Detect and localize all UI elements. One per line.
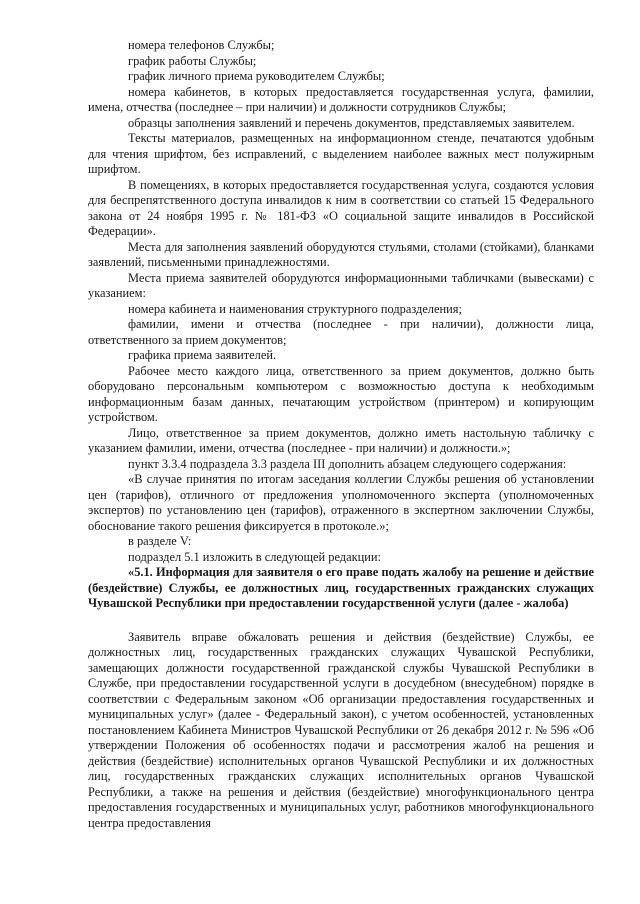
paragraph: образцы заполнения заявлений и перечень документов, представляемых заявителем.	[128, 115, 575, 130]
paragraph: график работы Службы;	[128, 53, 257, 68]
paragraph: В помещениях, в которых предоставляется государственная услуга, создаются условия для беспрепятственного доступа инвалидов к ним в соответствии со статьей 15 Федерального закона от 24 ноября 1995 г. № 181-ФЗ «О социальной защите инвалидов в Российской Федерации».	[88, 177, 594, 238]
paragraph: «В случае принятия по итогам заседания коллегии Службы решения об установлении цен (тарифов), отличного от предложения уполномоченного эксперта (уполномоченных экспертов) по установлению цен (тарифов), отраженного в экспертном заключении Службы, обоснование такого решения фиксируется в протоколе.»;	[88, 472, 594, 533]
paragraph: пункт 3.3.4 подраздела 3.3 раздела III дополнить абзацем следующего содержания:	[128, 456, 567, 471]
paragraph: подраздел 5.1 изложить в следующей редакции:	[128, 549, 381, 564]
paragraph: Лицо, ответственное за прием документов, должно иметь настольную табличку с указанием фамилии, имени, отчества (последнее - при наличии) и должности.»;	[88, 425, 594, 455]
paragraph: Заявитель вправе обжаловать решения и действия (бездействие) Службы, ее должностных лиц, государственных гражданских служащих Чувашской Республики, замещающих должности государственной гражданской службы Чувашской Республики в Службе, при предоставлении государственной услуги в досудебном (внесудебном) порядке в соответствии с Федеральным законом «Об организации предоставления государственных и муниципальных услуг» (далее - Федеральный закон), с учетом особенностей, установленных постановлением Кабинета Министров Чувашской Республики от 26 декабря 2012 г. № 596 «Об утверждении Положения об особенностях подачи и рассмотрения жалоб на решения и действия (бездействие) исполнительных органов Чувашской Республики и их должностных лиц, государственных гражданских служащих исполнительных органов Чувашской Республики, а также на решения и действия (бездействие) многофункционального центра предоставления государственных и муниципальных услуг, работников многофункционального центра предоставления	[88, 629, 594, 830]
paragraph: фамилии, имени и отчества (последнее - при наличии), должности лица, ответственного за прием документов;	[88, 317, 594, 347]
paragraph: номера кабинетов, в которых предоставляется государственная услуга, фамилии, имена, отчества (последнее – при наличии) и должности сотрудников Службы;	[88, 84, 594, 114]
paragraph: Тексты материалов, размещенных на информационном стенде, печатаются удобным для чтения шрифтом, без исправлений, с выделением наиболее важных мест полужирным шрифтом.	[88, 131, 594, 176]
section-heading: «5.1. Информация для заявителя о его праве подать жалобу на решение и действие (бездействие) Службы, ее должностных лиц, государственных гражданских служащих Чувашской Республики при предоставлении государственной услуги (далее - жалоба)	[88, 565, 594, 610]
paragraph: графика приема заявителей.	[128, 348, 277, 362]
paragraph: номера кабинета и наименования структурного подразделения;	[128, 301, 462, 316]
paragraph: Рабочее место каждого лица, ответственного за прием документов, должно быть оборудовано персональным компьютером с возможностью доступа к необходимым информационным базам данных, печатающим устройством (принтером) и копирующим устройством.	[88, 363, 594, 424]
paragraph: номера телефонов Службы;	[128, 38, 275, 52]
paragraph: в разделе V:	[128, 534, 192, 548]
paragraph: график личного приема руководителем Службы;	[128, 69, 385, 83]
paragraph: Места приема заявителей оборудуются информационными табличками (вывесками) с указанием:	[88, 270, 594, 300]
document-page	[88, 38, 594, 831]
paragraph: Места для заполнения заявлений оборудуются стульями, столами (стойками), бланками заявлений, письменными принадлежностями.	[88, 239, 594, 269]
